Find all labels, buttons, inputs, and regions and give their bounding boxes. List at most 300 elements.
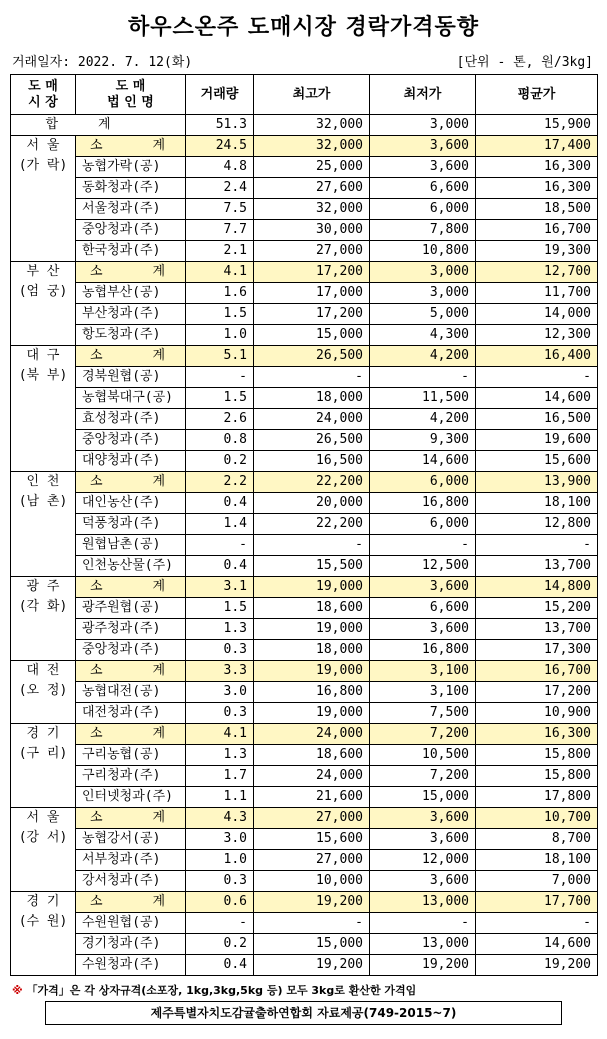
subtotal-min: 3,600 [370,136,476,157]
market-line2: (강 서) [18,830,68,845]
row-max: 18,000 [254,388,370,409]
row-volume: 0.2 [186,934,254,955]
total-max: 32,000 [254,115,370,136]
row-min: 6,000 [370,514,476,535]
header-market-line2: 시 장 [28,94,58,110]
row-volume: 1.3 [186,619,254,640]
corp-name: 대양청과(주) [76,451,186,472]
row-min: 10,500 [370,745,476,766]
subtotal-min: 4,200 [370,346,476,367]
subtotal-max: 19,200 [254,892,370,913]
market-name [11,661,76,724]
row-max: - [254,367,370,388]
row-avg: 19,200 [476,955,598,976]
subtotal-label [76,136,186,157]
row-avg: 15,800 [476,766,598,787]
subtotal-label-part: 소 [90,579,103,594]
subtotal-avg: 17,400 [476,136,598,157]
subtotal-label [76,661,186,682]
row-max: 20,000 [254,493,370,514]
table-row [11,220,598,241]
table-row [11,682,598,703]
subtotal-min: 3,600 [370,808,476,829]
header-corp [76,75,186,115]
subtotal-label-part: 계 [152,264,165,279]
row-volume: 0.3 [186,871,254,892]
subtotal-avg: 16,300 [476,724,598,745]
row-volume: 3.0 [186,829,254,850]
subtotal-row [11,892,598,913]
corp-name: 중앙청과(주) [76,640,186,661]
row-max: 17,200 [254,304,370,325]
row-volume: 1.4 [186,514,254,535]
row-volume: 0.2 [186,451,254,472]
table-row [11,829,598,850]
row-volume: 0.4 [186,556,254,577]
row-min: 5,000 [370,304,476,325]
row-min: 14,600 [370,451,476,472]
table-row [11,451,598,472]
row-volume: 0.3 [186,640,254,661]
subtotal-row [11,661,598,682]
subtotal-label [76,892,186,913]
table-row [11,934,598,955]
corp-name: 중앙청과(주) [76,220,186,241]
subtotal-label [76,808,186,829]
row-volume: 7.7 [186,220,254,241]
corp-name: 항도청과(주) [76,325,186,346]
row-avg: 14,600 [476,388,598,409]
corp-name: 광주원협(공) [76,598,186,619]
table-row [11,766,598,787]
subtotal-row [11,262,598,283]
corp-name: 중앙청과(주) [76,430,186,451]
market-line2: (엄 궁) [18,284,68,299]
trade-date: 거래일자: 2022. 7. 12(화) [12,55,193,70]
row-max: 25,000 [254,157,370,178]
row-min: 6,000 [370,199,476,220]
table-row [11,598,598,619]
row-min: 12,500 [370,556,476,577]
row-avg: 18,100 [476,493,598,514]
row-max: 24,000 [254,409,370,430]
header-min: 최저가 [370,75,476,115]
row-max: - [254,913,370,934]
note-mark: ※ [12,984,23,997]
row-volume: 3.0 [186,682,254,703]
subtotal-label [76,262,186,283]
subtotal-label-part: 계 [152,138,165,153]
subtotal-label-part: 소 [90,264,103,279]
table-row [11,241,598,262]
subtotal-label-part: 계 [152,810,165,825]
subtotal-volume: 0.6 [186,892,254,913]
row-avg: - [476,913,598,934]
table-row [11,556,598,577]
corp-name: 인천농산물(주) [76,556,186,577]
row-max: 16,500 [254,451,370,472]
corp-name: 동화청과(주) [76,178,186,199]
row-avg: 14,600 [476,934,598,955]
row-volume: 1.6 [186,283,254,304]
subtotal-label-part: 소 [90,138,103,153]
market-name [11,262,76,346]
table-row [11,283,598,304]
row-min: 4,200 [370,409,476,430]
subtotal-label-part: 소 [90,894,103,909]
subtotal-row [11,346,598,367]
row-avg: - [476,535,598,556]
subtotal-label-part: 계 [152,663,165,678]
subtotal-avg: 16,700 [476,661,598,682]
price-note [12,982,416,998]
row-min: 19,200 [370,955,476,976]
subtotal-label [76,577,186,598]
row-volume: - [186,913,254,934]
subtotal-max: 19,000 [254,577,370,598]
table-row [11,913,598,934]
row-min: 3,600 [370,871,476,892]
table-row [11,619,598,640]
market-name [11,346,76,472]
source-box: 제주특별자치도감귤출하연합회 자료제공(749-2015~7) [45,1001,562,1025]
table-row [11,787,598,808]
row-min: 16,800 [370,640,476,661]
corp-name: 대인농산(주) [76,493,186,514]
market-line2: (북 부) [18,368,68,383]
subtotal-min: 3,600 [370,577,476,598]
row-volume: 2.1 [186,241,254,262]
market-name [11,472,76,577]
row-avg: 19,600 [476,430,598,451]
subtotal-label-part: 계 [152,579,165,594]
row-min: 3,000 [370,283,476,304]
subtotal-max: 24,000 [254,724,370,745]
subtotal-max: 19,000 [254,661,370,682]
table-row [11,157,598,178]
corp-name: 서울청과(주) [76,199,186,220]
row-avg: 14,000 [476,304,598,325]
row-avg: 13,700 [476,556,598,577]
market-line1: 대 구 [26,348,60,363]
table-row [11,745,598,766]
subtotal-label [76,472,186,493]
market-line1: 대 전 [26,663,60,678]
subtotal-label-part: 소 [90,348,103,363]
header-max: 최고가 [254,75,370,115]
row-max: 32,000 [254,199,370,220]
row-avg: 17,300 [476,640,598,661]
subtotal-max: 27,000 [254,808,370,829]
row-max: 15,600 [254,829,370,850]
table-row [11,178,598,199]
row-max: 18,600 [254,598,370,619]
row-min: 3,600 [370,157,476,178]
row-min: 7,800 [370,220,476,241]
corp-name: 구리청과(주) [76,766,186,787]
row-volume: - [186,535,254,556]
row-avg: 15,200 [476,598,598,619]
row-avg: 11,700 [476,283,598,304]
row-avg: 17,800 [476,787,598,808]
subtotal-avg: 16,400 [476,346,598,367]
corp-name: 덕풍청과(주) [76,514,186,535]
row-max: 15,000 [254,934,370,955]
row-avg: 16,500 [476,409,598,430]
market-line1: 광 주 [26,579,60,594]
row-avg: 19,300 [476,241,598,262]
subtotal-avg: 13,900 [476,472,598,493]
row-avg: 12,300 [476,325,598,346]
subtotal-row [11,577,598,598]
row-volume: 1.7 [186,766,254,787]
row-min: - [370,367,476,388]
corp-name: 농협가락(공) [76,157,186,178]
row-max: 19,000 [254,703,370,724]
row-volume: 0.4 [186,955,254,976]
row-min: 3,600 [370,829,476,850]
row-min: 13,000 [370,934,476,955]
subtotal-min: 6,000 [370,472,476,493]
subtotal-label-part: 계 [152,894,165,909]
table-row [11,871,598,892]
corp-name: 서부청과(주) [76,850,186,871]
subtotal-max: 32,000 [254,136,370,157]
total-volume: 51.3 [186,115,254,136]
market-line2: (오 정) [18,683,68,698]
row-volume: - [186,367,254,388]
row-avg: 18,500 [476,199,598,220]
row-max: 10,000 [254,871,370,892]
subtotal-avg: 12,700 [476,262,598,283]
row-avg: 16,300 [476,178,598,199]
row-min: 9,300 [370,430,476,451]
row-volume: 7.5 [186,199,254,220]
corp-name: 수원원협(공) [76,913,186,934]
subtotal-label-part: 계 [152,348,165,363]
market-line1: 서 울 [26,138,60,153]
subtotal-label-part: 계 [152,474,165,489]
subtotal-min: 3,000 [370,262,476,283]
subtotal-min: 7,200 [370,724,476,745]
market-line1: 경 기 [26,894,60,909]
row-min: 3,600 [370,619,476,640]
row-min: 16,800 [370,493,476,514]
market-line2: (수 원) [18,914,68,929]
subtotal-max: 17,200 [254,262,370,283]
total-row [11,115,598,136]
unit-label: [단위 - 톤, 원/3kg] [456,55,593,70]
table-row [11,409,598,430]
subtotal-row [11,724,598,745]
row-avg: 12,800 [476,514,598,535]
row-min: 6,600 [370,178,476,199]
row-min: 6,600 [370,598,476,619]
table-row [11,514,598,535]
row-avg: 18,100 [476,850,598,871]
row-max: 19,000 [254,619,370,640]
row-max: 18,600 [254,745,370,766]
corp-name: 경기청과(주) [76,934,186,955]
header-volume: 거래량 [186,75,254,115]
subtotal-avg: 14,800 [476,577,598,598]
row-avg: 17,200 [476,682,598,703]
row-volume: 4.8 [186,157,254,178]
row-max: 15,000 [254,325,370,346]
corp-name: 부산청과(주) [76,304,186,325]
subtotal-volume: 4.1 [186,262,254,283]
row-min: - [370,913,476,934]
subtotal-label-part: 소 [90,474,103,489]
market-name [11,136,76,262]
market-line2: (남 촌) [18,494,68,509]
row-min: 7,200 [370,766,476,787]
row-volume: 1.5 [186,388,254,409]
row-max: 22,200 [254,514,370,535]
row-max: 27,600 [254,178,370,199]
corp-name: 효성청과(주) [76,409,186,430]
row-min: 15,000 [370,787,476,808]
subtotal-label-part: 계 [152,726,165,741]
corp-name: 광주청과(주) [76,619,186,640]
corp-name: 농협대전(공) [76,682,186,703]
row-volume: 0.8 [186,430,254,451]
table-row [11,388,598,409]
table-row [11,535,598,556]
row-volume: 0.4 [186,493,254,514]
subtotal-max: 26,500 [254,346,370,367]
market-line1: 부 산 [26,264,60,279]
row-volume: 1.3 [186,745,254,766]
row-avg: 16,700 [476,220,598,241]
row-min: 12,000 [370,850,476,871]
subtotal-avg: 17,700 [476,892,598,913]
table-row [11,199,598,220]
row-volume: 1.5 [186,598,254,619]
market-line1: 경 기 [26,726,60,741]
header-corp-line1: 도 매 [115,78,146,94]
table-row [11,640,598,661]
header-market [11,75,76,115]
row-min: 3,100 [370,682,476,703]
row-avg: 8,700 [476,829,598,850]
row-avg: 13,700 [476,619,598,640]
row-volume: 1.0 [186,850,254,871]
row-max: 26,500 [254,430,370,451]
subtotal-label-part: 소 [90,810,103,825]
table-row [11,850,598,871]
subtotal-row [11,136,598,157]
total-avg: 15,900 [476,115,598,136]
row-min: 4,300 [370,325,476,346]
row-min: 7,500 [370,703,476,724]
row-min: - [370,535,476,556]
corp-name: 강서청과(주) [76,871,186,892]
table-row [11,493,598,514]
subtotal-row [11,472,598,493]
total-label: 합계 [11,115,186,136]
subtotal-volume: 5.1 [186,346,254,367]
row-avg: 16,300 [476,157,598,178]
market-name [11,577,76,661]
subtotal-min: 3,100 [370,661,476,682]
market-name [11,808,76,892]
row-volume: 1.0 [186,325,254,346]
row-max: 24,000 [254,766,370,787]
corp-name: 경북원협(공) [76,367,186,388]
row-max: 19,200 [254,955,370,976]
row-avg: - [476,367,598,388]
market-name [11,724,76,808]
table-row [11,304,598,325]
row-max: 27,000 [254,241,370,262]
market-line2: (각 화) [18,599,68,614]
market-name [11,892,76,976]
table-row [11,325,598,346]
subtotal-label-part: 소 [90,663,103,678]
market-line2: (가 락) [18,158,68,173]
row-max: 18,000 [254,640,370,661]
table-row [11,955,598,976]
header-avg: 평균가 [476,75,598,115]
header-market-line1: 도 매 [28,78,58,94]
market-line1: 인 천 [26,474,60,489]
table-row [11,703,598,724]
corp-name: 대전청과(주) [76,703,186,724]
subtotal-max: 22,200 [254,472,370,493]
market-line2: (구 리) [18,746,68,761]
row-avg: 15,800 [476,745,598,766]
header-corp-line2: 법 인 명 [107,94,154,110]
subtotal-row [11,808,598,829]
corp-name: 인터넷청과(주) [76,787,186,808]
row-max: 16,800 [254,682,370,703]
corp-name: 원협남촌(공) [76,535,186,556]
price-table [10,74,598,976]
corp-name: 한국청과(주) [76,241,186,262]
subtotal-avg: 10,700 [476,808,598,829]
subtotal-label-part: 소 [90,726,103,741]
row-volume: 2.6 [186,409,254,430]
page-title: 하우스온주 도매시장 경락가격동향 [127,15,480,40]
corp-name: 농협북대구(공) [76,388,186,409]
table-row [11,430,598,451]
row-avg: 7,000 [476,871,598,892]
subtotal-volume: 24.5 [186,136,254,157]
row-max: 27,000 [254,850,370,871]
row-avg: 10,900 [476,703,598,724]
subtotal-min: 13,000 [370,892,476,913]
row-volume: 1.5 [186,304,254,325]
subtotal-volume: 4.1 [186,724,254,745]
subtotal-volume: 2.2 [186,472,254,493]
row-min: 11,500 [370,388,476,409]
row-min: 10,800 [370,241,476,262]
row-max: 30,000 [254,220,370,241]
corp-name: 구리농협(공) [76,745,186,766]
corp-name: 농협부산(공) [76,283,186,304]
note-text: 「가격」은 각 상자규격(소포장, 1kg,3kg,5kg 등) 모두 3kg로 환산한 가격임 [26,984,417,997]
subtotal-label [76,346,186,367]
subtotal-volume: 4.3 [186,808,254,829]
subtotal-volume: 3.1 [186,577,254,598]
corp-name: 수원청과(주) [76,955,186,976]
corp-name: 농협강서(공) [76,829,186,850]
subtotal-label [76,724,186,745]
row-max: - [254,535,370,556]
market-line1: 서 울 [26,810,60,825]
row-volume: 0.3 [186,703,254,724]
